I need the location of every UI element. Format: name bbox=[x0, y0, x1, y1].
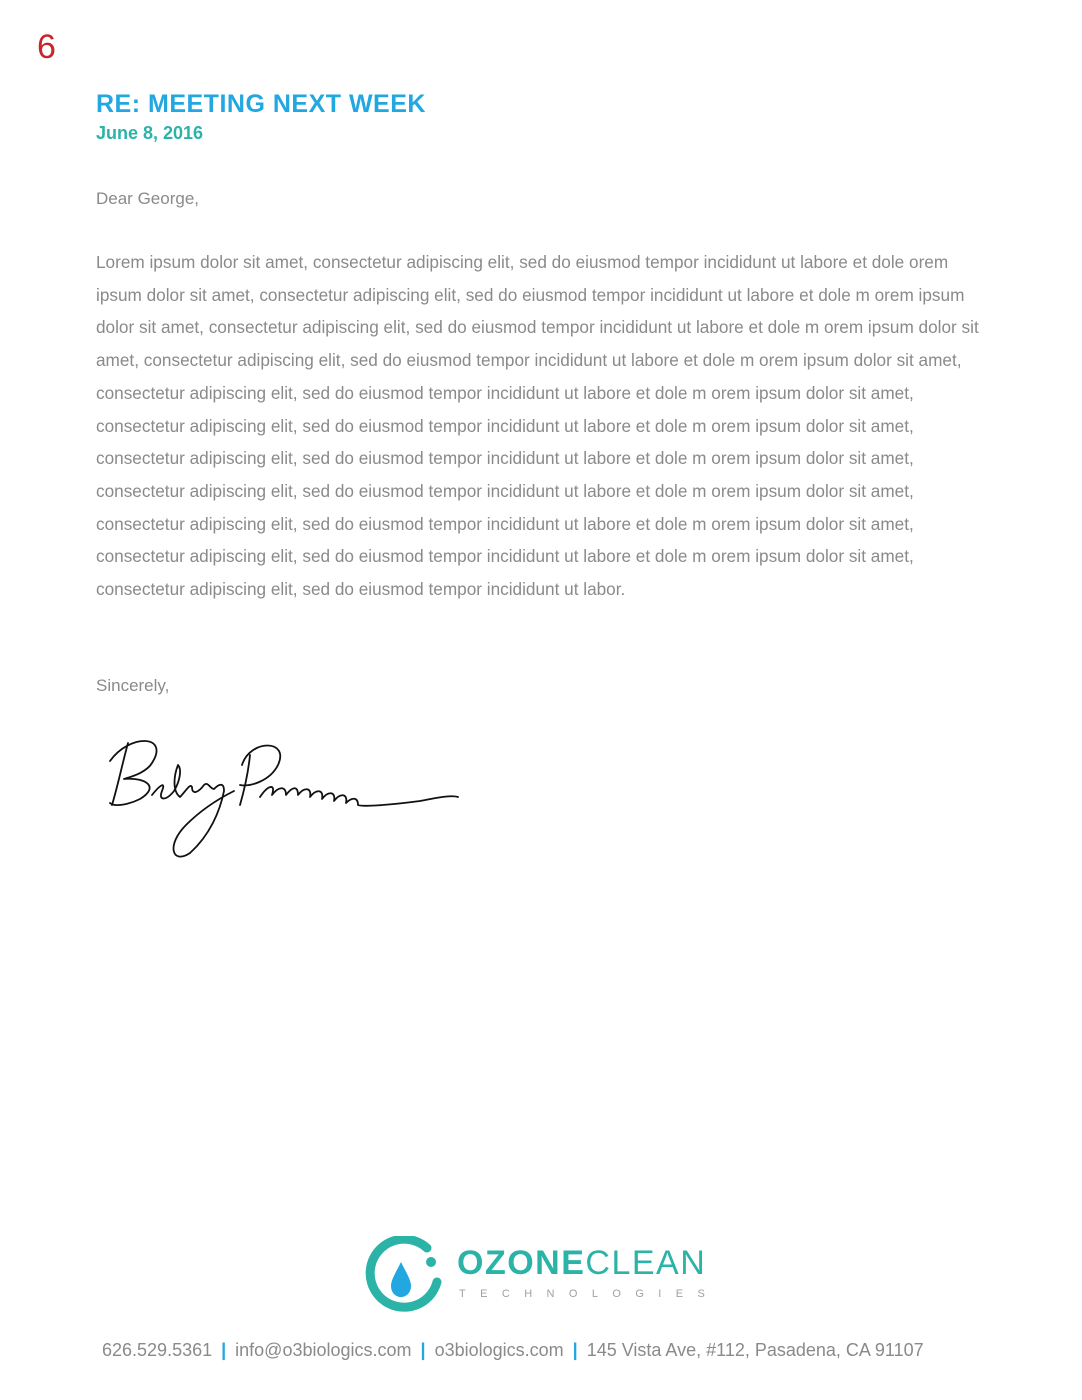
letter-greeting: Dear George, bbox=[96, 189, 199, 208]
company-logo bbox=[365, 1236, 725, 1316]
letter-body: Lorem ipsum dolor sit amet, consectetur adipiscing elit, sed do eiusmod tempor incididunt ut labore et dole orem ipsum dolor sit amet, consectetur adipiscing elit, sed do eiusmod tempor incididunt ut labore et dole m orem ipsum dolor sit amet, consectetur adipiscing elit, sed do eiusmod tempor incididunt ut labore et dole m orem ipsum dolor sit amet, consectetur adipiscing elit, sed do eiusmod tempor incididunt ut labore et dole m orem ipsum dolor sit amet, consectetur adipiscing elit, sed do eiusmod tempor incididunt ut labore et dole m orem ipsum dolor sit amet, consectetur adipiscing elit, sed do eiusmod tempor incididunt ut labore et dole m orem ipsum dolor sit amet, consectetur adipiscing elit, sed do eiusmod tempor incididunt ut labore et dole m orem ipsum dolor sit amet, consectetur adipiscing elit, sed do eiusmod tempor incididunt ut labore et dole m orem ipsum dolor sit amet, consectetur adipiscing elit, sed do eiusmod tempor incididunt ut labore et dole m orem ipsum dolor sit amet, consectetur adipiscing elit, sed do eiusmod tempor incididunt ut labore et dole m orem ipsum dolor sit amet, consectetur adipiscing elit, sed do eiusmod tempor incididunt ut labor. bbox=[96, 252, 979, 600]
logo-wordmark bbox=[457, 1246, 706, 1280]
page-number: 6 bbox=[37, 28, 56, 66]
signature-image bbox=[100, 725, 470, 870]
footer-email: info@o3biologics.com bbox=[235, 1340, 412, 1360]
letter-date: June 8, 2016 bbox=[96, 123, 204, 143]
logo-subtitle: TECHNOLOGIES bbox=[459, 1288, 720, 1300]
footer-contact bbox=[102, 1340, 924, 1362]
footer-address: 145 Vista Ave, #112, Pasadena, CA 91107 bbox=[586, 1340, 924, 1360]
footer-phone: 626.529.5361 bbox=[102, 1340, 213, 1360]
footer-separator: | bbox=[420, 1340, 426, 1360]
water-drop-icon bbox=[365, 1236, 443, 1316]
letter-subject: RE: MEETING NEXT WEEK bbox=[96, 90, 426, 118]
logo-word-clean: CLEAN bbox=[585, 1244, 707, 1282]
logo-word-ozone: OZONE bbox=[457, 1244, 586, 1282]
letter-closing: Sincerely, bbox=[96, 676, 170, 695]
footer-separator: | bbox=[572, 1340, 578, 1360]
footer-separator: | bbox=[221, 1340, 227, 1360]
footer-website: o3biologics.com bbox=[434, 1340, 564, 1360]
